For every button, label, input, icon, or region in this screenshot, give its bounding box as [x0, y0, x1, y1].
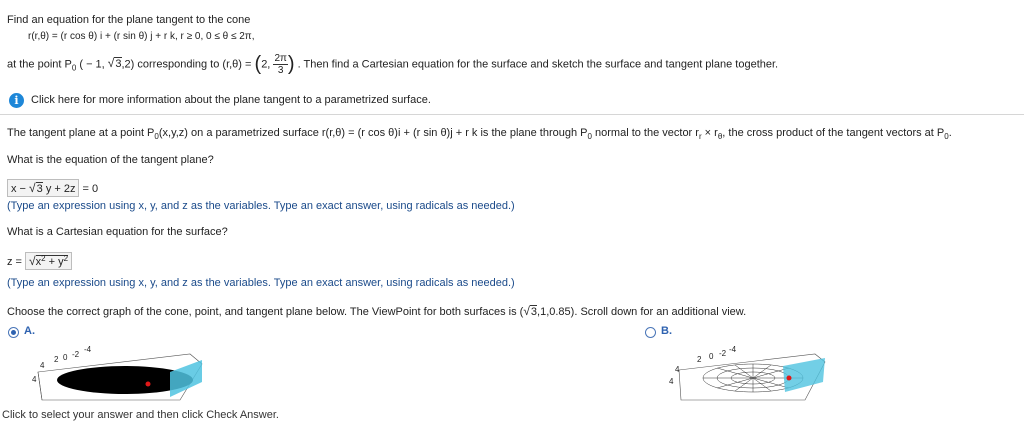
- tangent-plane-answer-box[interactable]: x − √3 y + 2z: [7, 179, 79, 197]
- point-line: at the point $P_0$ ( − 1, √3,2) corresponding to (r,θ) = (2, $\frac{2\pi}{3}$ ) . Then find a Cartesian equation for the surface and sketch the surface and tangent plane together.: [7, 53, 779, 76]
- svg-text:2: 2: [697, 355, 702, 364]
- svg-text:4: 4: [669, 377, 674, 386]
- explanation-text: The tangent plane at a point $P_0(x,y,z)$ on a parametrized surface r(r,θ) = (r cos θ)i + (r sin θ)j + r k is the plane through $P_0$ normal to the vector $r_r \times r_\theta$, the cross product of the tangent vectors at $P_0$.: [7, 127, 952, 141]
- svg-text:2: 2: [54, 355, 59, 364]
- question-cartesian: What is a Cartesian equation for the surface?: [7, 226, 228, 238]
- option-b-label[interactable]: B.: [661, 325, 672, 337]
- svg-text:4: 4: [675, 365, 680, 374]
- graph-b-thumbnail[interactable]: [665, 342, 835, 402]
- tangent-plane-answer: x − √3 y + 2z = 0: [7, 179, 98, 197]
- graph-question: Choose the correct graph of the cone, point, and tangent plane below. The ViewPoint for both surfaces is (√3,1,0.85). Scroll down for an additional view.: [7, 304, 747, 318]
- divider: [0, 114, 1024, 115]
- info-icon[interactable]: i: [9, 93, 24, 108]
- option-b-radio[interactable]: [645, 327, 656, 338]
- cartesian-answer-box[interactable]: $√x^2 + y^2$: [25, 252, 72, 270]
- cartesian-answer: $z = √x^2 + y^2$: [7, 252, 72, 270]
- tangent-plane-hint: (Type an expression using x, y, and z as the variables. Type an exact answer, using radicals as needed.): [7, 200, 515, 212]
- question-tangent-plane: What is the equation of the tangent plane?: [7, 154, 214, 166]
- option-a-label[interactable]: A.: [24, 325, 35, 337]
- svg-text:0: 0: [63, 353, 68, 362]
- footer-instruction: Click to select your answer and then click Check Answer.: [2, 409, 279, 421]
- info-link[interactable]: Click here for more information about the plane tangent to a parametrized surface.: [31, 94, 431, 106]
- problem-prompt: Find an equation for the plane tangent to the cone: [7, 14, 251, 26]
- option-a-radio[interactable]: [8, 327, 19, 338]
- graph-a-thumbnail[interactable]: [30, 342, 210, 402]
- svg-text:4: 4: [40, 361, 45, 370]
- svg-text:4: 4: [32, 375, 37, 384]
- svg-text:-2: -2: [72, 350, 80, 359]
- svg-text:-4: -4: [729, 345, 737, 354]
- cartesian-hint: (Type an expression using x, y, and z as the variables. Type an exact answer, using radicals as needed.): [7, 277, 515, 289]
- svg-text:-2: -2: [719, 349, 727, 358]
- parametric-equation: r(r,θ) = (r cos θ) i + (r sin θ) j + r k, r ≥ 0, 0 ≤ θ ≤ 2π,: [28, 31, 255, 42]
- svg-text:0: 0: [709, 352, 714, 361]
- svg-text:-4: -4: [84, 345, 92, 354]
